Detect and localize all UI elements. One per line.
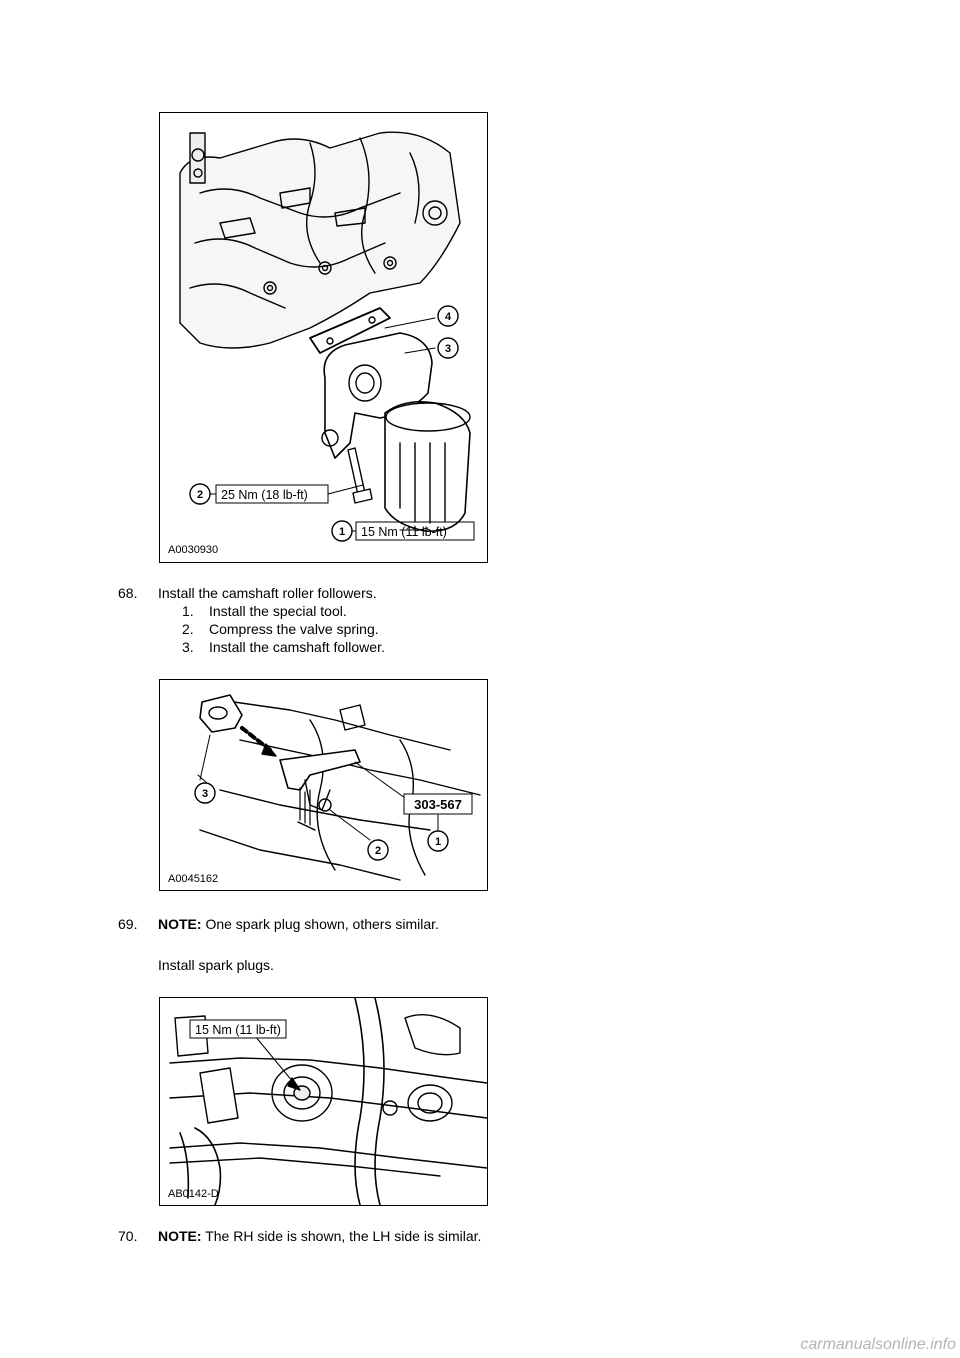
callout-number-1: 1 [434,836,442,848]
note-text: The RH side is shown, the LH side is similar. [201,1228,482,1244]
figure-code: AB0142-D [168,1188,219,1200]
substep-text: Compress the valve spring. [209,621,379,637]
callout-number-3: 3 [201,788,209,800]
figure-roller-follower [159,679,488,891]
step-text: Install the camshaft roller followers. [158,585,377,601]
figure-code: A0030930 [168,544,219,556]
substep-text: Install the camshaft follower. [209,639,385,655]
step-number: 68. [118,585,138,601]
substep-number: 1. [182,603,194,619]
substep-number: 3. [182,639,194,655]
special-tool-number: 303-567 [414,797,462,812]
torque-spec: 15 Nm (11 lb-ft) [195,1023,281,1037]
torque-spec-2: 25 Nm (18 lb-ft) [221,488,308,502]
figure-spark-plug [159,997,488,1206]
substep-text: Install the special tool. [209,603,347,619]
oil-filter-adapter-illustration [160,113,487,562]
callout-number-4: 4 [444,311,452,323]
substep-2 [182,621,379,638]
note-label: NOTE: [158,916,202,932]
callout-number-2: 2 [374,845,382,857]
callout-number-2: 2 [196,489,204,501]
substep-3 [182,639,385,656]
substep-number: 2. [182,621,194,637]
step-number: 69. [118,916,138,932]
spark-plug-illustration [160,998,487,1205]
step-text: Install spark plugs. [158,957,274,973]
torque-spec-1: 15 Nm (11 lb-ft) [361,525,447,539]
step-number: 70. [118,1228,138,1244]
callout-number-1: 1 [338,526,346,538]
roller-follower-illustration [160,680,487,890]
watermark: carmanualsonline.info [800,1336,956,1353]
note-label: NOTE: [158,1228,202,1244]
figure-code: A0045162 [168,873,219,885]
callout-number-3: 3 [444,343,452,355]
note-text: One spark plug shown, others similar. [201,916,439,932]
substep-1 [182,603,347,620]
figure-oil-filter-adapter [159,112,488,563]
